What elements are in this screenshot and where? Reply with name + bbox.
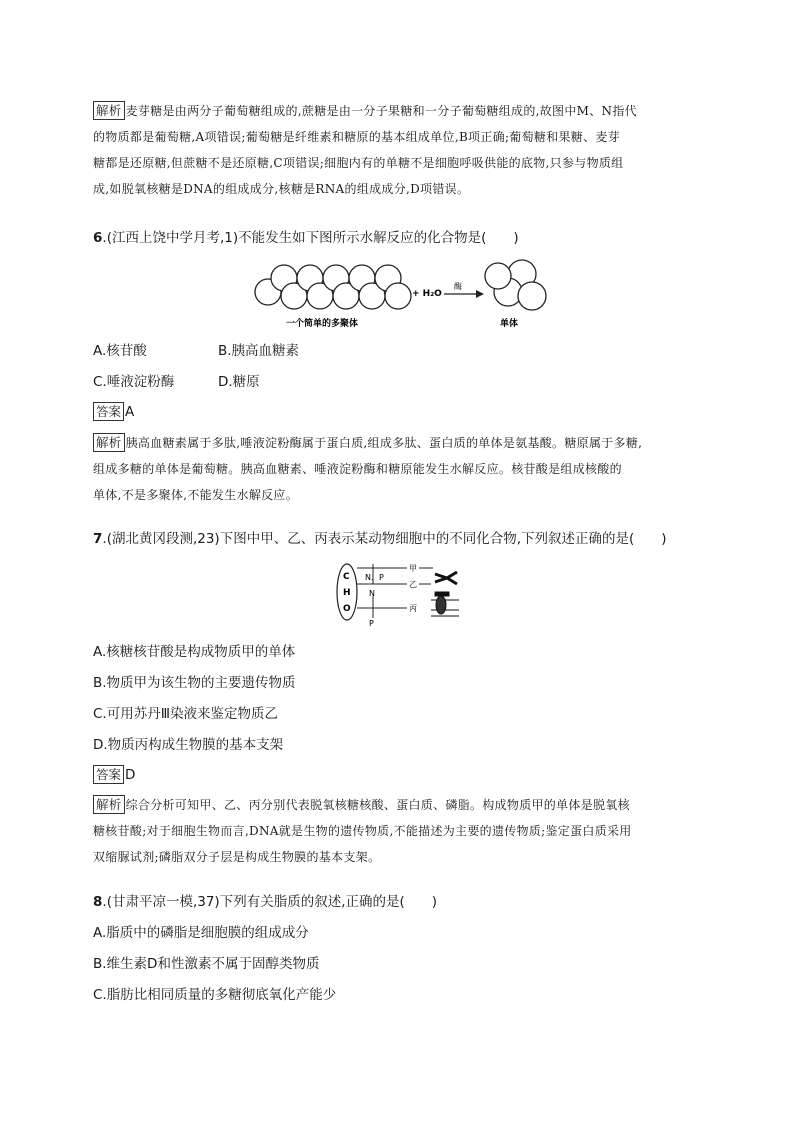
compounds-figure <box>335 560 465 628</box>
q8-number: 8 <box>93 894 103 910</box>
membrane-icon <box>431 592 459 616</box>
element-c: C <box>343 572 350 582</box>
q6-analysis-line: 单体,不是多聚体,不能发生水解反应。 <box>93 488 299 502</box>
polymer-chain <box>255 265 411 309</box>
q8-stem-text: .(甘肃平凉一模,37)下列有关脂质的叙述,正确的是( ) <box>102 894 438 910</box>
q6-stem-text: .(江西上饶中学月考,1)不能发生如下图所示水解反应的化合物是( ) <box>102 230 519 246</box>
element-p: P <box>369 619 374 628</box>
monomer <box>485 260 546 310</box>
q6-analysis <box>93 430 703 508</box>
chromosome-icon <box>435 572 457 584</box>
q8-option-a[interactable]: A.脂质中的磷脂是细胞膜的组成成分 <box>93 925 309 941</box>
q5-analysis-line: 麦芽糖是由两分子葡萄糖组成的,蔗糖是由一分子果糖和一分子葡萄糖组成的,故图中M、N指代 <box>125 104 637 118</box>
q7-answer <box>93 765 135 785</box>
q7-analysis <box>93 792 703 870</box>
q7-analysis-line: 综合分析可知甲、乙、丙分别代表脱氧核糖核酸、蛋白质、磷脂。构成物质甲的单体是脱氧核 <box>125 798 630 812</box>
q5-analysis-line: 的物质都是葡萄糖,A项错误;葡萄糖是纤维素和糖原的基本组成单位,B项正确;葡萄糖和果糖、麦芽 <box>93 130 621 144</box>
q8-stem <box>93 892 437 912</box>
q6-analysis-line: 胰高血糖素属于多肽,唾液淀粉酶属于蛋白质,组成多肽、蛋白质的单体是氨基酸。糖原属于多糖, <box>125 436 643 450</box>
q7-option-b[interactable]: B.物质甲为该生物的主要遗传物质 <box>93 675 296 691</box>
q7-analysis-line: 双缩脲试剂;磷脂双分子层是构成生物膜的基本支架。 <box>93 850 381 864</box>
answer-tag: 答案 <box>93 765 124 784</box>
q7-number: 7 <box>93 531 103 547</box>
q6-answer-value: A <box>125 404 135 420</box>
q8-option-b[interactable]: B.维生素D和性激素不属于固醇类物质 <box>93 956 320 972</box>
element-h: H <box>343 588 351 598</box>
enzyme-label: 酶 <box>454 282 462 291</box>
q7-option-a[interactable]: A.核糖核苷酸是构成物质甲的单体 <box>93 644 296 660</box>
answer-tag: 答案 <box>93 402 124 421</box>
q5-analysis-line: 糖都是还原糖,但蔗糖不是还原糖,C项错误;细胞内有的单糖不是细胞呼吸供能的底物,只参与物质组 <box>93 156 624 170</box>
q7-option-d[interactable]: D.物质丙构成生物膜的基本支架 <box>93 737 284 753</box>
analysis-tag: 解析 <box>93 433 125 452</box>
hydrolysis-figure <box>250 244 550 334</box>
q7-answer-value: D <box>125 767 136 783</box>
element-n: N <box>369 589 375 598</box>
q6-option-a[interactable]: A.核苷酸 <box>93 343 147 359</box>
element-np: N、P <box>365 573 384 582</box>
q6-number: 6 <box>93 230 103 246</box>
polymer-caption: 一个简单的多聚体 <box>286 319 359 329</box>
q7-analysis-line: 糖核苷酸;对于细胞生物而言,DNA就是生物的遗传物质,不能描述为主要的遗传物质;鉴定蛋白质采用 <box>93 824 632 838</box>
q6-option-d[interactable]: D.糖原 <box>218 374 260 390</box>
analysis-tag: 解析 <box>93 795 125 814</box>
q5-analysis-line: 成,如脱氧核糖是DNA的组成成分,核糖是RNA的组成成分,D项错误。 <box>93 182 470 196</box>
q7-stem-text: .(湖北黄冈段测,23)下图中甲、乙、丙表示某动物细胞中的不同化合物,下列叙述正确的是( ) <box>102 531 667 547</box>
q7-stem <box>93 529 667 549</box>
q7-option-c[interactable]: C.可用苏丹Ⅲ染液来鉴定物质乙 <box>93 706 279 722</box>
water-label: + H₂O <box>412 289 442 299</box>
compound-jia: 甲 <box>409 564 417 573</box>
q5-analysis <box>93 98 703 202</box>
q6-option-b[interactable]: B.胰高血糖素 <box>218 343 300 359</box>
compound-bing: 丙 <box>409 604 417 613</box>
q6-option-c[interactable]: C.唾液淀粉酶 <box>93 374 175 390</box>
q6-analysis-line: 组成多糖的单体是葡萄糖。胰高血糖素、唾液淀粉酶和糖原能发生水解反应。核苷酸是组成核酸的 <box>93 462 622 476</box>
analysis-tag: 解析 <box>93 101 125 120</box>
q6-answer <box>93 402 134 422</box>
compound-yi: 乙 <box>409 580 417 589</box>
monomer-caption: 单体 <box>500 319 519 329</box>
element-o: O <box>343 604 351 614</box>
q8-option-c[interactable]: C.脂肪比相同质量的多糖彻底氧化产能少 <box>93 987 337 1003</box>
